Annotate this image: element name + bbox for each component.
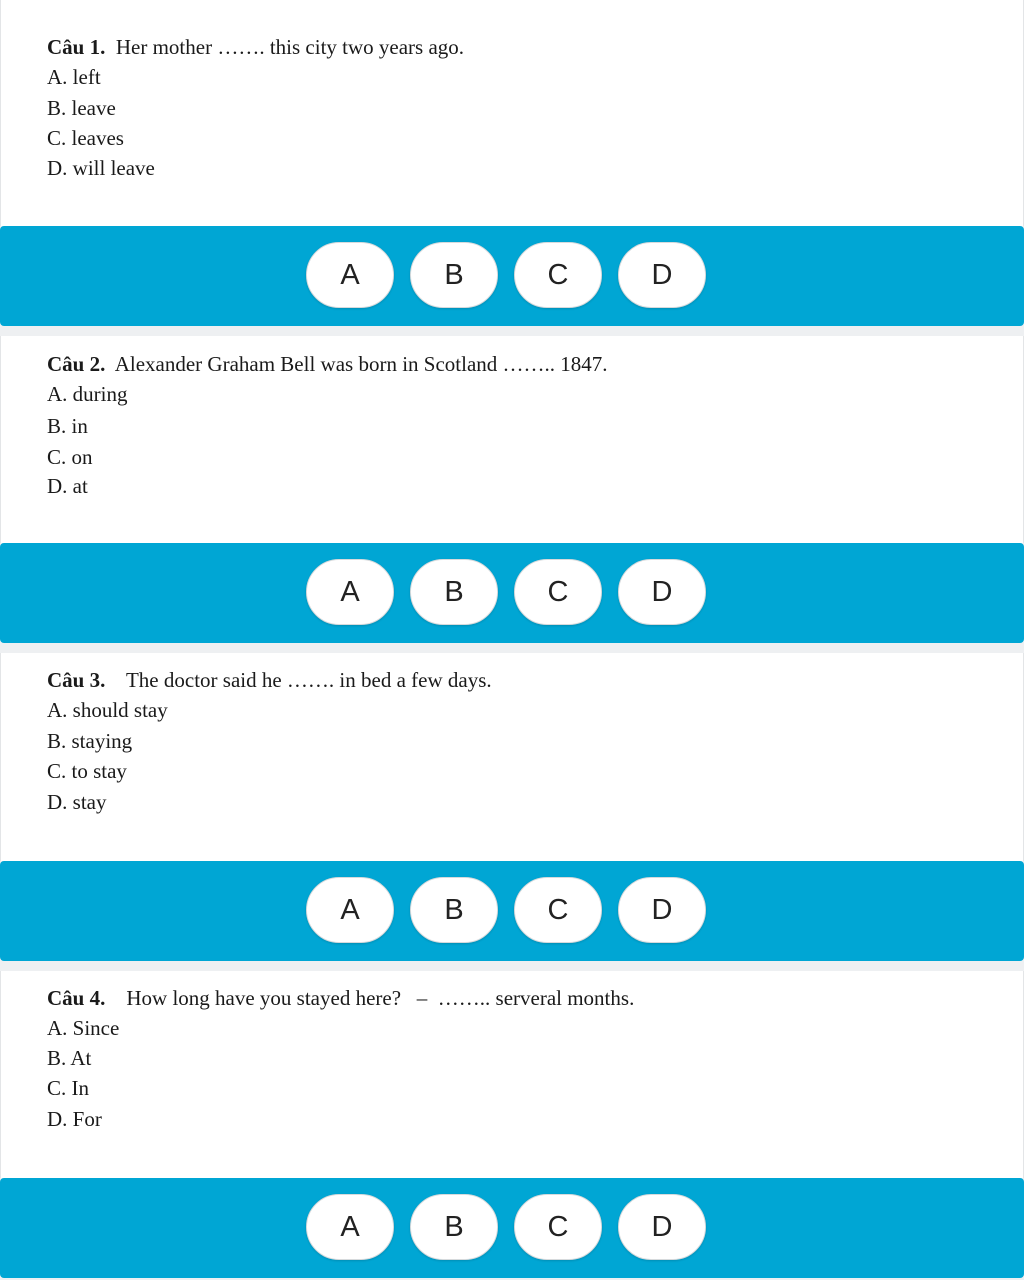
answer-button-b[interactable]: B xyxy=(410,877,498,943)
option-c: C. leaves xyxy=(47,126,124,150)
answer-bar-1 xyxy=(0,226,1024,326)
answer-button-d[interactable]: D xyxy=(618,877,706,943)
answer-bar-3 xyxy=(0,861,1024,961)
answer-button-c[interactable]: C xyxy=(514,1194,602,1260)
option-a: A. left xyxy=(47,65,101,89)
option-a: A. Since xyxy=(47,1016,120,1040)
question-number: Câu 4. xyxy=(47,986,106,1010)
answer-button-a[interactable]: A xyxy=(306,559,394,625)
answer-button-b[interactable]: B xyxy=(410,242,498,308)
question-stem xyxy=(47,988,634,1009)
option-c: C. In xyxy=(47,1076,89,1100)
option-a: A. should stay xyxy=(47,698,168,722)
option-c: C. on xyxy=(47,445,93,469)
option-d: D. will leave xyxy=(47,156,155,180)
option-c: C. to stay xyxy=(47,759,127,783)
option-d: D. For xyxy=(47,1107,102,1131)
question-text: Her mother ……. this city two years ago. xyxy=(105,35,465,59)
answer-button-a[interactable]: A xyxy=(306,242,394,308)
answer-button-d[interactable]: D xyxy=(618,559,706,625)
answer-button-b[interactable]: B xyxy=(410,559,498,625)
question-card-1 xyxy=(0,0,1024,226)
question-text: The doctor said he ……. in bed a few days. xyxy=(105,668,492,692)
answer-button-b[interactable]: B xyxy=(410,1194,498,1260)
question-text: Alexander Graham Bell was born in Scotland …….. 1847. xyxy=(105,352,608,376)
answer-button-c[interactable]: C xyxy=(514,242,602,308)
answer-bar-4 xyxy=(0,1178,1024,1278)
option-d: D. stay xyxy=(47,790,107,814)
question-number: Câu 3. xyxy=(47,668,106,692)
option-a: A. during xyxy=(47,382,128,406)
answer-button-a[interactable]: A xyxy=(306,1194,394,1260)
answer-bar-2 xyxy=(0,543,1024,643)
option-d: D. at xyxy=(47,474,88,498)
question-number: Câu 2. xyxy=(47,352,106,376)
question-text: How long have you stayed here? – …….. serveral months. xyxy=(105,986,635,1010)
option-b: B. At xyxy=(47,1046,92,1070)
question-card-4 xyxy=(0,971,1024,1178)
question-card-3 xyxy=(0,653,1024,861)
option-b: B. staying xyxy=(47,729,133,753)
question-number: Câu 1. xyxy=(47,35,106,59)
answer-button-c[interactable]: C xyxy=(514,877,602,943)
option-b: B. in xyxy=(47,414,88,438)
question-stem xyxy=(47,670,492,691)
answer-button-d[interactable]: D xyxy=(618,242,706,308)
answer-button-a[interactable]: A xyxy=(306,877,394,943)
answer-button-c[interactable]: C xyxy=(514,559,602,625)
question-stem xyxy=(47,37,464,58)
answer-button-d[interactable]: D xyxy=(618,1194,706,1260)
question-stem xyxy=(47,354,608,375)
option-b: B. leave xyxy=(47,96,116,120)
question-card-2 xyxy=(0,336,1024,543)
